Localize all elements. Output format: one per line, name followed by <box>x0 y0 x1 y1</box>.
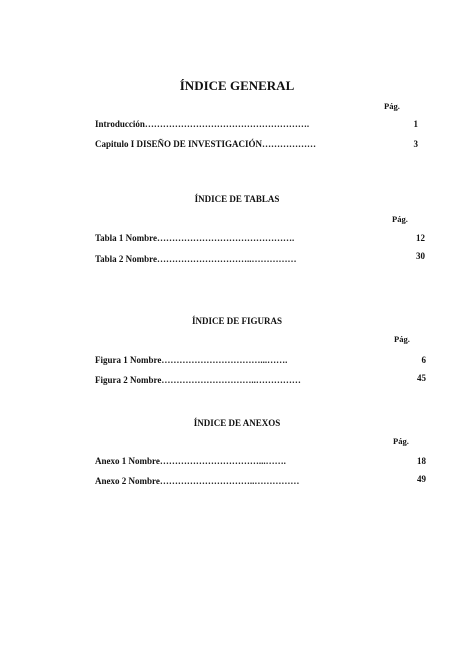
toc-entry-label: Figura 2 Nombre…………………………..…………… <box>95 375 301 385</box>
toc-entry-label: Capitulo I DISEÑO DE INVESTIGACIÓN……………… <box>95 139 317 149</box>
section-title-figuras: ÍNDICE DE FIGURAS <box>191 316 282 326</box>
pag-label: Pág. <box>394 334 410 344</box>
toc-entry-page: 3 <box>413 139 418 149</box>
toc-entry-page: 1 <box>413 119 418 129</box>
toc-entry-label: Introducción………………………………………………. <box>95 119 310 129</box>
section-title-general: ÍNDICE GENERAL <box>179 78 295 93</box>
toc-entry-label: Tabla 2 Nombre…………………………..…………… <box>95 254 297 264</box>
section-title-tablas: ÍNDICE DE TABLAS <box>194 194 280 204</box>
pag-label: Pág. <box>393 436 409 446</box>
toc-entry-page: 30 <box>416 251 425 261</box>
toc-entry-label: Anexo 1 Nombre……………………………...……. <box>95 456 286 466</box>
toc-entry-label: Anexo 2 Nombre…………………………..…………… <box>95 476 300 486</box>
toc-entry-page: 49 <box>417 474 426 484</box>
toc-entry-page: 12 <box>416 233 425 243</box>
toc-entry-page: 18 <box>417 456 426 466</box>
pag-label: Pág. <box>384 101 400 111</box>
toc-entry-page: 45 <box>417 373 426 383</box>
toc-entry-page: 6 <box>421 355 426 365</box>
toc-entry-label: Tabla 1 Nombre………………………………………. <box>95 233 295 243</box>
section-title-anexos: ÍNDICE DE ANEXOS <box>193 418 281 428</box>
pag-label: Pág. <box>392 214 408 224</box>
toc-entry-label: Figura 1 Nombre……………………………...……. <box>95 355 288 365</box>
